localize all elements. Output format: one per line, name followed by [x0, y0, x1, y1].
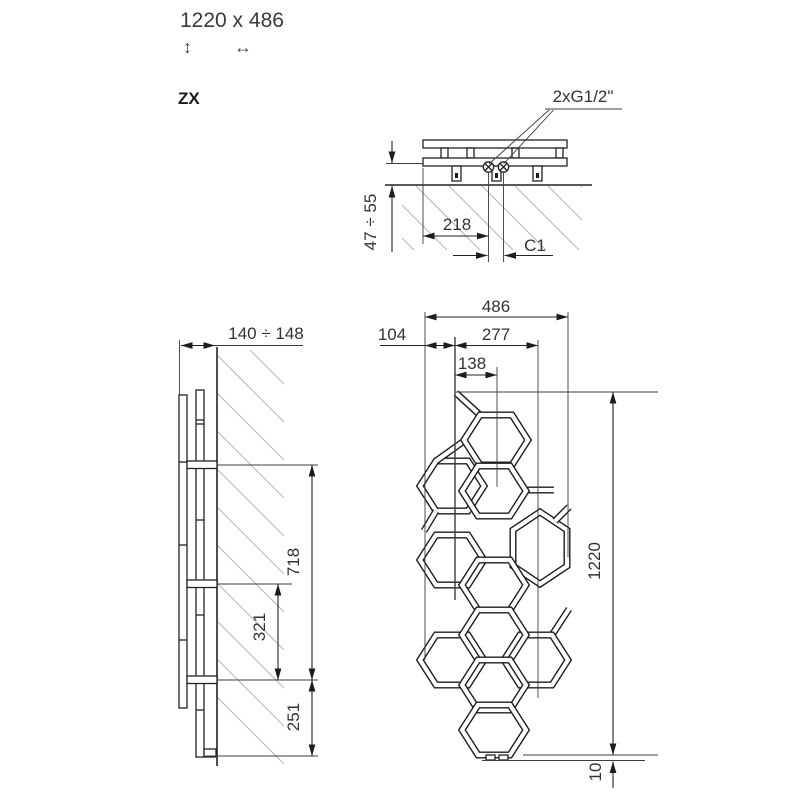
horizontal-extent-icon: ↔ [234, 37, 252, 57]
front-view [378, 297, 658, 788]
front-tube-bar [423, 140, 567, 148]
wall-brackets [452, 166, 542, 181]
dim-width [425, 297, 568, 317]
dim-depth [181, 324, 304, 346]
side-margin-value: 104 [377, 325, 407, 344]
back-layer-column [196, 390, 204, 757]
bottom-foot [486, 755, 495, 760]
depth-value: 140 ÷ 148 [228, 324, 304, 343]
dim-left-to-valve [423, 168, 504, 262]
valve-offset-value: C1 [524, 236, 546, 255]
span-value: 277 [481, 325, 511, 344]
top-view [350, 87, 645, 262]
bottom-span-value: 251 [284, 702, 303, 732]
front-layer-column [179, 395, 187, 708]
hex-radiator-body [420, 393, 569, 760]
dim-wall-distance [361, 141, 423, 252]
bottom-foot [499, 755, 508, 760]
dim-valve-offset [453, 236, 553, 256]
dim-side-margin [378, 325, 455, 346]
lower-span-value: 321 [250, 612, 269, 642]
dim-lower-span [250, 584, 278, 680]
wall-hatch [350, 186, 645, 250]
vertical-extent-icon: ↕ [183, 37, 192, 57]
dim-bottom-span [284, 680, 312, 756]
dim-span [455, 325, 538, 346]
bottom-gap-value: 10 [586, 762, 605, 782]
width-value: 486 [481, 297, 511, 316]
dim-upper-span [284, 465, 312, 680]
model-code: ZX [178, 89, 200, 108]
upper-span-value: 718 [284, 547, 303, 577]
connection-size-label: 2xG1/2" [552, 87, 614, 106]
wall-distance-value: 47 ÷ 55 [361, 193, 380, 251]
side-view [179, 318, 318, 766]
height-value: 1220 [585, 542, 604, 580]
overall-size-label: 1220 x 486 [180, 9, 284, 32]
dim-half-span [455, 354, 497, 375]
header [178, 9, 284, 108]
half-span-value: 138 [457, 354, 487, 373]
wall-hatch-side [218, 318, 284, 764]
left-to-valve-value: 218 [442, 215, 472, 234]
